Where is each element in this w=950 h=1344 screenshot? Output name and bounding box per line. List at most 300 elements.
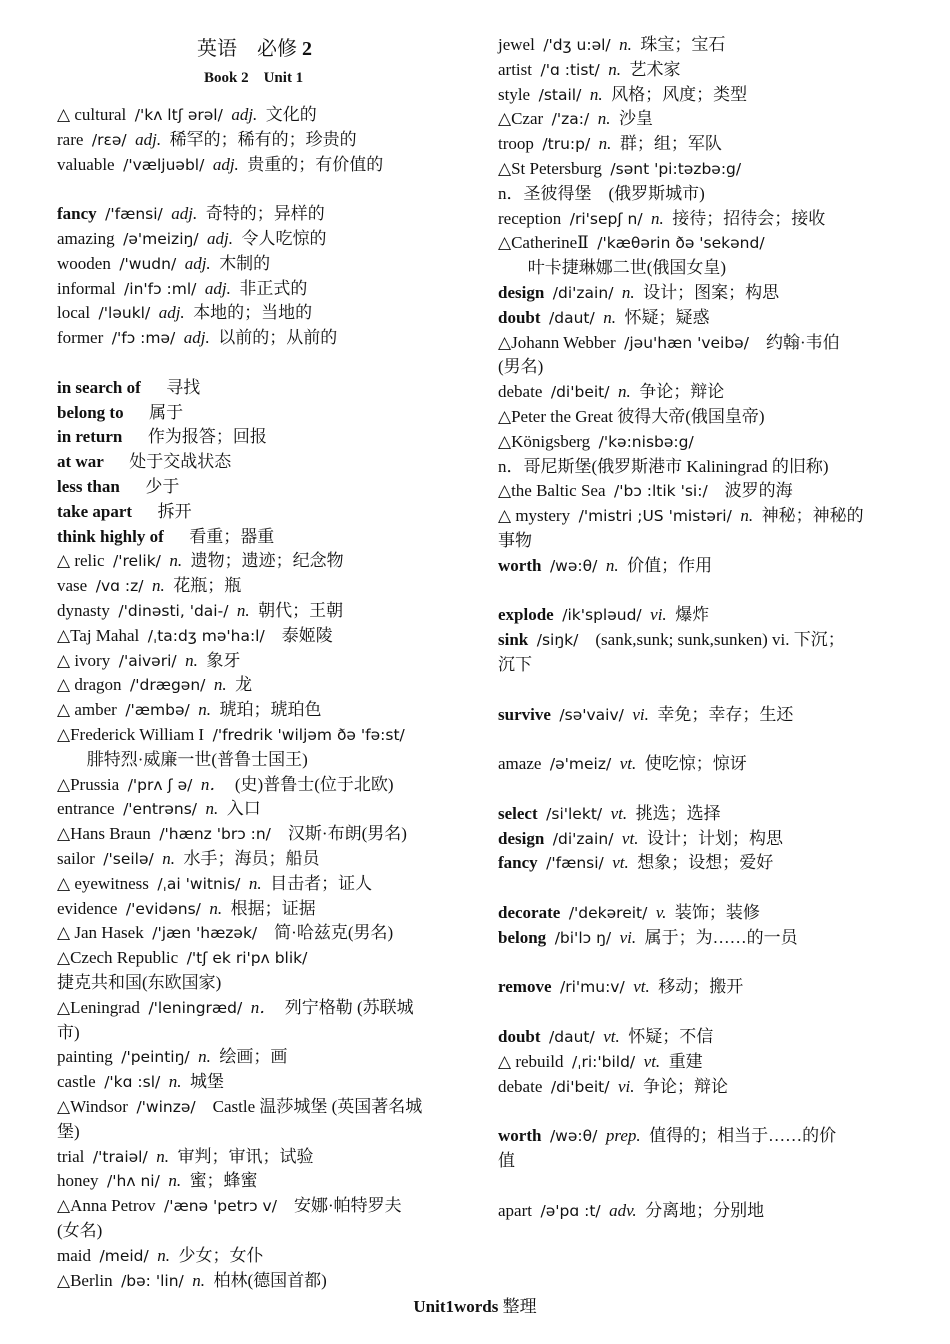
- vocab-meaning: 设计；图案；构思: [643, 283, 780, 302]
- vocab-meaning: 移动；搬开: [658, 977, 744, 997]
- vocab-part-of-speech: n.: [205, 799, 219, 819]
- vocab-meaning: 柏林(德国首都): [213, 1270, 327, 1290]
- vocab-part-of-speech: n.: [248, 873, 262, 893]
- vocab-part-of-speech: n.: [192, 1270, 205, 1290]
- vocab-entry: [498, 33, 734, 58]
- vocab-word: wooden: [57, 253, 111, 273]
- vocab-meaning: 少于: [145, 477, 180, 496]
- vocab-word: fancy: [498, 853, 538, 873]
- vocab-part-of-speech: n.: [603, 307, 616, 327]
- vocab-entry: [498, 1174, 532, 1199]
- vocab-phonetic: /bə: 'lin/: [121, 1271, 184, 1290]
- vocab-entry: [57, 1194, 410, 1219]
- vocab-part-of-speech: n.: [168, 1171, 182, 1191]
- vocab-part-of-speech: n.: [617, 382, 631, 402]
- vocab-meaning: 价值；作用: [627, 555, 713, 575]
- vocab-meaning: 拆开: [157, 501, 192, 521]
- vocab-phonetic: /ˌta:dʒ mə'ha:l/: [147, 626, 265, 645]
- vocab-word: △Johann Webber: [498, 332, 616, 352]
- vocab-word: worth: [498, 1126, 542, 1146]
- vocab-meaning: 龙: [235, 675, 253, 695]
- vocab-word: △Taj Mahal: [57, 625, 140, 645]
- vocab-word: △Anna Petrov: [57, 1196, 156, 1216]
- vocab-entry: [498, 752, 755, 777]
- vocab-meaning: 使吃惊；惊讶: [644, 754, 747, 774]
- vocab-meaning: 想象；设想；爱好: [637, 853, 774, 873]
- vocab-entry: [57, 500, 200, 525]
- vocab-entry: [498, 355, 577, 380]
- vocab-word: (女名): [57, 1221, 103, 1240]
- vocab-word: belong to: [57, 402, 124, 422]
- vocab-word: castle: [57, 1072, 96, 1092]
- vocab-phonetic: /ˌai 'witnis/: [157, 874, 241, 893]
- vocab-entry: [498, 827, 791, 852]
- vocab-entry: [498, 256, 735, 281]
- vocab-part-of-speech: n．: [200, 774, 227, 794]
- vocab-word: △Berlin: [57, 1270, 113, 1290]
- vocab-phonetic: /wə:θ/: [549, 556, 598, 575]
- vocab-entry: [498, 1199, 773, 1224]
- vocab-word: n．哥尼斯堡(俄罗斯港市 Kaliningrad 的旧称): [498, 456, 829, 476]
- vocab-word: △ amber: [57, 700, 117, 720]
- vocab-entry: [498, 1099, 532, 1124]
- vocab-part-of-speech: n.: [198, 700, 211, 720]
- vocab-word: select: [498, 803, 538, 823]
- vocab-entry: [498, 554, 721, 579]
- vocab-part-of-speech: adj.: [212, 154, 239, 174]
- vocab-word: survive: [498, 704, 551, 724]
- vocab-phonetic: /'relik/: [113, 552, 161, 571]
- vocab-part-of-speech: n.: [168, 1072, 182, 1092]
- vocab-meaning: 水手；海员；船员: [183, 849, 320, 868]
- vocab-entry: [57, 872, 381, 897]
- vocab-word: explode: [498, 605, 554, 625]
- vocab-phonetic: /'dʒ u:əl/: [543, 36, 611, 54]
- vocab-part-of-speech: n.: [209, 898, 223, 918]
- vocab-word: △Prussia: [57, 774, 120, 794]
- vocab-entry: [57, 525, 283, 550]
- footer: [0, 1292, 950, 1317]
- vocab-word: △CatherineⅡ: [498, 233, 589, 253]
- vocab-part-of-speech: adj.: [171, 204, 198, 224]
- vocab-meaning: 挑选；选择: [635, 803, 721, 823]
- vocab-entry: [498, 281, 788, 306]
- vocab-phonetic: /'dekəreit/: [568, 904, 648, 922]
- vocab-part-of-speech: adj.: [207, 229, 234, 248]
- vocab-phonetic: /'winzə/: [136, 1098, 196, 1116]
- vocab-phonetic: /ri'mu:v/: [560, 978, 625, 997]
- vocab-phonetic: /bi'lɔ ŋ/: [554, 928, 612, 947]
- vocab-word: △Czar: [498, 109, 544, 129]
- vocab-meaning: 文化的: [265, 105, 317, 124]
- vocab-meaning: 设计；计划；构思: [646, 828, 783, 848]
- vocab-part-of-speech: n.: [198, 1047, 211, 1067]
- vocab-part-of-speech: n.: [651, 208, 664, 228]
- vocab-phonetic: /wə:θ/: [549, 1127, 598, 1146]
- vocab-entry: [498, 107, 661, 132]
- vocab-meaning: 爆炸: [675, 605, 710, 625]
- vocab-entry: [498, 182, 739, 207]
- vocab-entry: [498, 851, 782, 876]
- vocab-word: 沉下: [498, 655, 532, 674]
- vocab-entry: [57, 574, 250, 599]
- vocab-entry: [57, 227, 335, 252]
- vocab-word: △Czech Republic: [57, 948, 179, 968]
- vocab-word: △Frederick William I: [57, 725, 205, 744]
- vocab-entry: [498, 678, 532, 703]
- vocab-word: valuable: [57, 154, 115, 174]
- vocab-phonetic: /ri'sepʃ n/: [569, 209, 643, 228]
- vocab-meaning: 安娜·帕特罗夫: [293, 1196, 402, 1216]
- vocab-entry: [57, 1045, 296, 1070]
- vocab-part-of-speech: adj.: [231, 105, 258, 124]
- vocab-meaning: 叶卡捷琳娜二世(俄国女皇): [523, 258, 727, 278]
- vocab-part-of-speech: vi.: [650, 605, 667, 625]
- vocab-part-of-speech: prep.: [605, 1126, 641, 1146]
- vocab-phonetic: /vɑ :z/: [95, 577, 144, 596]
- vocab-word: debate: [498, 382, 543, 402]
- vocab-entry: [57, 1219, 136, 1244]
- vocab-meaning: 珠宝；宝石: [640, 35, 726, 54]
- vocab-entry: [498, 331, 848, 356]
- vocab-phonetic: /'bɔ :ltik 'si:/: [614, 482, 708, 501]
- vocab-meaning: 贵重的；有价值的: [247, 154, 384, 174]
- vocab-part-of-speech: adj.: [184, 253, 211, 273]
- vocab-meaning: 奇特的；异样的: [205, 204, 325, 224]
- vocab-part-of-speech: vt.: [633, 977, 650, 997]
- vocab-word: doubt: [498, 307, 541, 327]
- vocab-word: troop: [498, 134, 534, 154]
- vocab-meaning: 汉斯·布朗(男名): [287, 824, 407, 844]
- vocab-phonetic: /in'fɔ :ml/: [124, 279, 197, 298]
- vocab-part-of-speech: n.: [162, 849, 175, 868]
- vocab-meaning: 蜜；蜂蜜: [189, 1171, 258, 1191]
- page-subtitle: Book 2 Unit 1: [204, 70, 304, 86]
- vocab-entry: [57, 103, 325, 128]
- vocab-phonetic: /daut/: [549, 308, 595, 327]
- vocab-entry: [498, 901, 768, 926]
- vocab-meaning: 入口: [226, 799, 261, 819]
- vocab-word: △Königsberg: [498, 431, 591, 451]
- vocab-meaning: 属于；为……的一员: [644, 927, 798, 947]
- vocab-phonetic: /'dinəsti, 'dai-/: [118, 602, 229, 620]
- vocab-entry: [498, 157, 767, 182]
- vocab-phonetic: /siŋk/: [536, 631, 579, 650]
- vocab-part-of-speech: vi.: [632, 704, 649, 724]
- vocab-meaning: 本地的；当地的: [193, 303, 313, 323]
- vocab-part-of-speech: adv.: [609, 1200, 637, 1220]
- vocab-meaning: 腓特烈·威廉一世(普鲁士国王): [82, 749, 308, 769]
- vocab-entry: [57, 1145, 322, 1170]
- vocab-word: sink: [498, 630, 529, 650]
- vocab-entry: [57, 376, 209, 401]
- vocab-meaning: 艺术家: [629, 59, 681, 79]
- vocab-meaning: 象牙: [206, 650, 241, 670]
- vocab-phonetic: /rɛə/: [91, 130, 127, 149]
- vocab-meaning: 波罗的海: [724, 481, 793, 501]
- vocab-word: entrance: [57, 799, 115, 819]
- footer-text: 整理: [502, 1297, 537, 1316]
- vocab-part-of-speech: vt.: [621, 828, 639, 848]
- vocab-meaning: 寻找: [166, 377, 201, 397]
- vocab-word: △Peter the Great 彼得大帝(俄国皇帝): [498, 407, 765, 426]
- vocab-word: design: [498, 828, 545, 848]
- vocab-word: at war: [57, 452, 104, 472]
- vocab-phonetic: /meid/: [99, 1246, 149, 1265]
- vocab-meaning: 根据；证据: [230, 898, 316, 918]
- vocab-word: maid: [57, 1245, 91, 1265]
- vocab-meaning: 朝代；王朝: [258, 601, 344, 620]
- vocab-word: 堡): [57, 1121, 80, 1141]
- vocab-entry: [498, 504, 872, 529]
- vocab-entry: [57, 252, 279, 277]
- vocab-word: think highly of: [57, 526, 164, 546]
- vocab-entry: [57, 822, 415, 847]
- vocab-entry: [498, 132, 730, 157]
- vocab-phonetic: /di'zain/: [552, 284, 614, 302]
- vocab-entry: [57, 1244, 272, 1269]
- vocab-phonetic: /di'beit/: [550, 383, 610, 402]
- vocab-entry: [57, 450, 240, 475]
- vocab-part-of-speech: n.: [157, 1245, 170, 1265]
- vocab-meaning: (史)普鲁士(位于北欧): [234, 774, 394, 794]
- vocab-phonetic: /'kʌ ltʃ ərəl/: [134, 106, 223, 124]
- vocab-meaning: 争论；辩论: [643, 1076, 728, 1096]
- vocab-entry: [57, 921, 402, 946]
- vocab-meaning: 属于: [149, 402, 184, 422]
- vocab-phonetic: /si'lekt/: [546, 804, 603, 823]
- vocab-entry: [498, 777, 532, 802]
- vocab-phonetic: /'ləukl/: [98, 304, 151, 323]
- vocab-entry: [498, 380, 733, 405]
- vocab-entry: [498, 1050, 711, 1075]
- vocab-phonetic: /'peintiŋ/: [121, 1048, 190, 1067]
- vocab-entry: [57, 673, 261, 698]
- vocab-phonetic: /'ɑ :tist/: [540, 60, 600, 79]
- vocab-meaning: 分离地；分别地: [645, 1200, 765, 1220]
- vocab-phonetic: /'entrəns/: [123, 800, 198, 819]
- vocab-word: doubt: [498, 1027, 541, 1046]
- vocab-word: △St Petersburg: [498, 159, 602, 178]
- vocab-meaning: 审判；审讯；试验: [177, 1146, 314, 1166]
- vocab-word: n．圣彼得堡 (俄罗斯城市): [498, 183, 705, 203]
- vocab-phonetic: /'wudn/: [119, 254, 177, 273]
- vocab-entry: [57, 723, 430, 748]
- vocab-part-of-speech: n.: [213, 675, 227, 695]
- vocab-entry: [498, 1025, 722, 1050]
- vocab-phonetic: /sə'vaiv/: [559, 705, 624, 724]
- vocab-meaning: 列宁格勒 (苏联城: [284, 997, 414, 1017]
- vocab-word: less than: [57, 477, 120, 496]
- vocab-word: 市): [57, 1022, 80, 1042]
- vocab-entry: [57, 698, 330, 723]
- vocab-meaning: 简·哈兹克(男名): [274, 923, 394, 943]
- vocab-word: belong: [498, 927, 547, 947]
- vocab-entry: [57, 1070, 233, 1095]
- vocab-word: local: [57, 303, 91, 323]
- vocab-meaning: (sank,sunk; sunk,sunken) vi. 下沉；: [595, 630, 845, 650]
- vocab-entry: [57, 847, 328, 872]
- vocab-entry: [57, 351, 91, 376]
- vocab-part-of-speech: n.: [605, 555, 619, 575]
- vocab-phonetic: /'ænə 'petrɔ v/: [164, 1197, 277, 1216]
- vocab-part-of-speech: adj.: [204, 278, 231, 298]
- vocab-phonetic: /'kæθərin ðə 'sekənd/: [597, 234, 765, 253]
- vocab-entry: [498, 603, 718, 628]
- vocab-word: artist: [498, 59, 532, 79]
- vocab-phonetic: /'fænsi/: [105, 205, 163, 224]
- footer-bold: Unit1words: [413, 1297, 499, 1316]
- vocab-entry: [498, 653, 566, 678]
- vocab-part-of-speech: n.: [185, 650, 198, 670]
- vocab-phonetic: /'drægən/: [130, 676, 206, 695]
- vocab-word: △ eyewitness: [57, 873, 149, 893]
- vocab-part-of-speech: n.: [597, 109, 611, 129]
- vocab-part-of-speech: n.: [740, 506, 754, 526]
- vocab-phonetic: /'kɑ :sl/: [104, 1073, 161, 1092]
- vocab-part-of-speech: n.: [608, 59, 621, 79]
- vocab-entry: [57, 649, 249, 674]
- vocab-part-of-speech: n.: [598, 134, 612, 154]
- vocab-entry: [57, 996, 422, 1021]
- vocab-entry: [57, 624, 341, 649]
- vocab-word: former: [57, 328, 104, 348]
- vocab-meaning: 稀罕的；稀有的；珍贵的: [169, 129, 357, 149]
- vocab-phonetic: /jəu'hæn 'veibə/: [624, 333, 749, 352]
- vocab-phonetic: /'fredrik 'wiljəm ðə 'fə:st/: [212, 726, 405, 744]
- vocab-phonetic: /'kə:nisbə:g/: [598, 432, 694, 451]
- vocab-phonetic: /tru:p/: [542, 135, 591, 154]
- vocab-phonetic: /sənt 'pi:təzbə:g/: [610, 160, 742, 178]
- vocab-word: design: [498, 283, 545, 302]
- vocab-word: △Hans Braun: [57, 824, 151, 844]
- vocab-entry: [498, 207, 834, 232]
- vocab-phonetic: /stail/: [538, 85, 582, 104]
- vocab-phonetic: /ˌri:'bild/: [571, 1052, 636, 1071]
- vocab-entry: [498, 83, 756, 108]
- vocab-entry: [57, 946, 333, 971]
- vocab-entry: [57, 202, 333, 227]
- vocab-entry: [57, 971, 255, 996]
- vocab-phonetic: /daut/: [549, 1028, 595, 1046]
- vocab-word: honey: [57, 1171, 99, 1191]
- vocab-part-of-speech: n.: [619, 35, 632, 54]
- vocab-phonetic: /'za:/: [551, 110, 590, 129]
- vocab-word: △ relic: [57, 551, 105, 571]
- vocab-part-of-speech: vt.: [610, 803, 628, 823]
- vocab-word: △ Jan Hasek: [57, 923, 144, 943]
- vocab-word: apart: [498, 1200, 532, 1220]
- vocab-part-of-speech: vt.: [643, 1051, 661, 1071]
- vocab-entry: [57, 1269, 335, 1294]
- vocab-word: △ ivory: [57, 650, 111, 670]
- vocab-word: △ dragon: [57, 675, 122, 695]
- vocab-part-of-speech: n.: [169, 551, 183, 571]
- vocab-phonetic: /'fɔ :mə/: [111, 329, 176, 348]
- vocab-entry: [57, 277, 316, 302]
- vocab-entry: [57, 1095, 431, 1120]
- vocab-part-of-speech: n.: [156, 1146, 169, 1166]
- vocab-meaning: 泰姬陵: [281, 625, 333, 645]
- vocab-meaning: 琥珀；琥珀色: [219, 700, 322, 720]
- page-title-number: 2: [302, 38, 312, 60]
- vocab-word: △ cultural: [57, 105, 127, 124]
- vocab-entry: [498, 479, 801, 504]
- vocab-word: dynasty: [57, 601, 110, 620]
- vocab-meaning: 群；组；军队: [619, 134, 722, 154]
- vocab-entry: [57, 1120, 114, 1145]
- vocab-part-of-speech: n.: [236, 601, 250, 620]
- vocab-part-of-speech: vt.: [619, 754, 637, 774]
- vocab-phonetic: /ə'meiziŋ/: [123, 230, 199, 248]
- vocab-entry: [498, 802, 729, 827]
- vocab-entry: [498, 628, 853, 653]
- vocab-entry: [498, 975, 752, 1000]
- vocab-entry: [57, 128, 365, 153]
- vocab-entry: [498, 430, 719, 455]
- vocab-phonetic: /ik'spləud/: [562, 606, 642, 625]
- vocab-meaning: 作为报答；回报: [147, 427, 267, 447]
- vocab-meaning: 神秘；神秘的: [761, 506, 864, 526]
- vocab-entry: [498, 876, 532, 901]
- vocab-word: decorate: [498, 903, 561, 922]
- vocab-phonetic: /'æmbə/: [125, 701, 190, 720]
- vocab-entry: [498, 926, 806, 951]
- vocab-phonetic: /'tʃ ek ri'pʌ blik/: [186, 949, 308, 968]
- vocab-word: style: [498, 84, 531, 104]
- vocab-entry: [498, 231, 790, 256]
- page-title-text: 英语 必修: [197, 38, 297, 60]
- vocab-word: remove: [498, 977, 552, 997]
- vocab-phonetic: /'leningræd/: [148, 998, 243, 1017]
- vocab-meaning: 城堡: [190, 1072, 225, 1092]
- vocab-meaning: 令人吃惊的: [241, 229, 327, 248]
- vocab-phonetic: /'hænz 'brɔ :n/: [159, 825, 271, 844]
- vocab-word: (男名): [498, 357, 544, 377]
- vocab-entry: [498, 579, 532, 604]
- vocab-meaning: 遗物；遗迹；纪念物: [190, 551, 344, 571]
- vocab-entry: [498, 1000, 532, 1025]
- vocab-meaning: 争论；辩论: [639, 382, 725, 402]
- vocab-part-of-speech: vt.: [612, 853, 629, 873]
- vocab-word: rare: [57, 129, 84, 149]
- vocab-entry: [57, 549, 352, 574]
- vocab-phonetic: /'hʌ ni/: [107, 1172, 160, 1191]
- vocab-entry: [498, 306, 718, 331]
- vocab-word: take apart: [57, 501, 133, 521]
- vocab-meaning: 幸免；幸存；生还: [657, 704, 794, 724]
- vocab-meaning: 木制的: [219, 253, 271, 273]
- vocab-meaning: 非正式的: [239, 278, 308, 298]
- vocab-meaning: 约翰·韦伯: [765, 332, 840, 352]
- vocab-word: △ mystery: [498, 506, 571, 526]
- vocab-word: in search of: [57, 377, 141, 397]
- vocab-word: amazing: [57, 229, 115, 248]
- vocab-meaning: 怀疑；不信: [628, 1027, 714, 1046]
- vocab-word: △the Baltic Sea: [498, 481, 606, 501]
- page-title: [197, 32, 312, 61]
- vocab-word: 值: [498, 1151, 515, 1170]
- vocab-entry: [498, 727, 532, 752]
- vocab-part-of-speech: n.: [621, 283, 635, 302]
- vocab-entry: [57, 401, 192, 426]
- vocab-meaning: 装饰；装修: [674, 903, 760, 922]
- vocab-meaning: 风格；风度；类型: [611, 84, 748, 104]
- vocab-part-of-speech: v.: [655, 903, 667, 922]
- vocab-entry: [57, 326, 346, 351]
- vocab-word: 事物: [498, 531, 532, 550]
- vocab-entry: [498, 1124, 845, 1149]
